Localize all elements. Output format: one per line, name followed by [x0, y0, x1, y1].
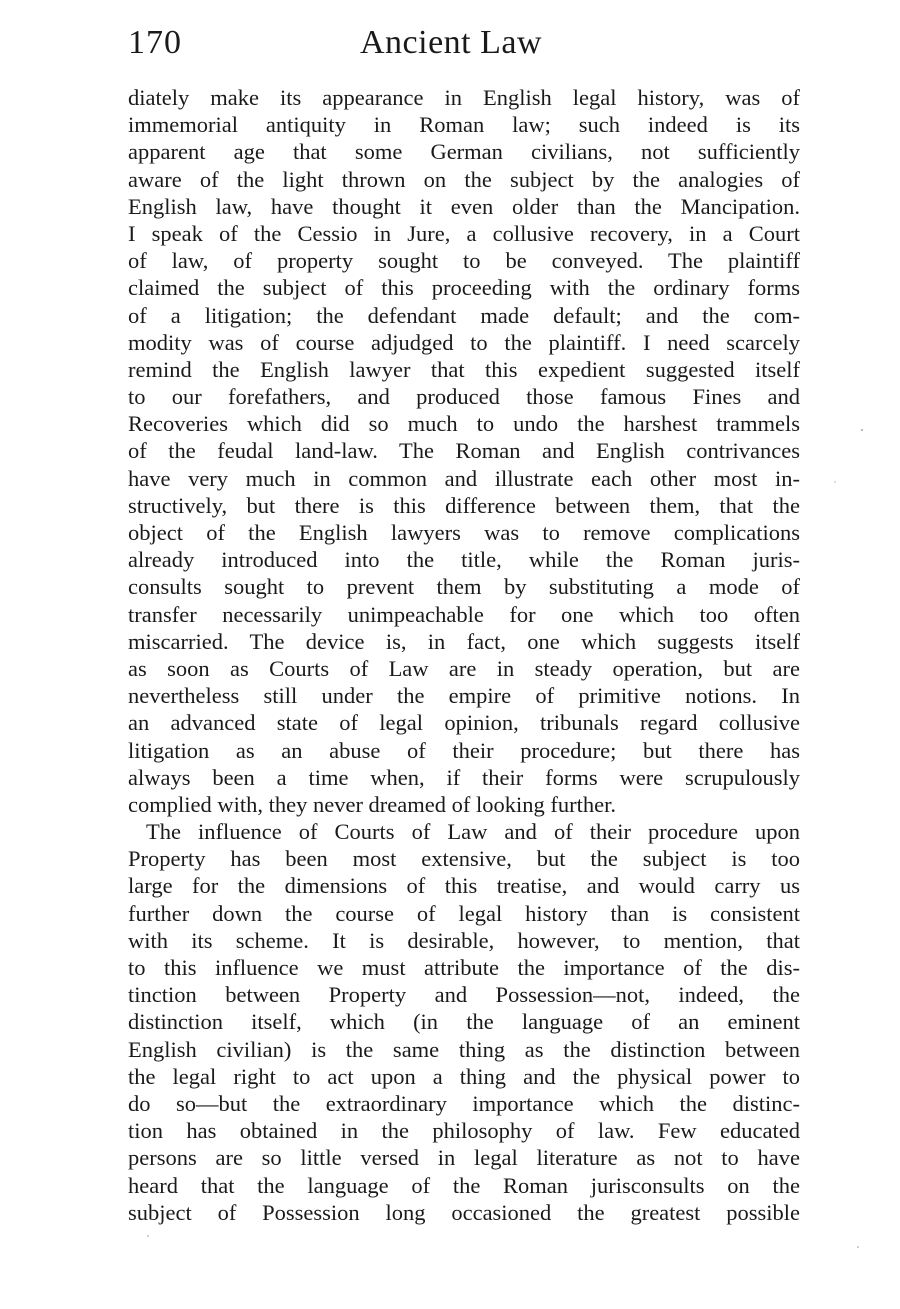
text-line: The influence of Courts of Law and of their procedure upon	[146, 819, 800, 845]
text-line: English law, have thought it even older than the Mancipation.	[128, 193, 800, 219]
body-text	[128, 84, 800, 1226]
text-line: nevertheless still under the empire of primitive notions. In	[128, 683, 800, 709]
text-line: immemorial antiquity in Roman law; such indeed is its	[128, 112, 800, 138]
text-line: as soon as Courts of Law are in steady operation, but are	[128, 655, 800, 681]
text-line: large for the dimensions of this treatise, and would carry us	[128, 873, 800, 899]
text-line: further down the course of legal history than is consistent	[128, 900, 800, 926]
text-line: to this influence we must attribute the importance of the dis-	[128, 955, 800, 980]
text-line: Recoveries which did so much to undo the harshest trammels	[128, 411, 800, 437]
text-line: tinction between Property and Possession—not, indeed, the	[128, 982, 800, 1008]
text-line: of the feudal land-law. The Roman and English contrivances	[128, 438, 800, 464]
text-line: claimed the subject of this proceeding with the ordinary forms	[128, 275, 800, 301]
text-line: of a litigation; the defendant made default; and the com-	[128, 302, 800, 328]
text-line: an advanced state of legal opinion, tribunals regard collusive	[128, 710, 800, 736]
scan-speck	[834, 481, 835, 482]
paragraph-2	[128, 818, 800, 1226]
text-line: always been a time when, if their forms were scrupulously	[128, 764, 800, 790]
scan-speck	[861, 429, 863, 431]
text-line: with its scheme. It is desirable, however, to mention, that	[128, 927, 800, 953]
text-line: English civilian) is the same thing as the distinction between	[128, 1036, 800, 1062]
text-line: Property has been most extensive, but the subject is too	[128, 846, 800, 872]
text-line: apparent age that some German civilians, not sufficiently	[128, 139, 800, 165]
text-line: transfer necessarily unimpeachable for one which too often	[128, 601, 800, 627]
text-line: object of the English lawyers was to remove complications	[128, 520, 800, 545]
text-line: aware of the light thrown on the subject by the analogies of	[128, 166, 800, 192]
text-line: heard that the language of the Roman jurisconsults on the	[128, 1172, 800, 1198]
text-line: tion has obtained in the philosophy of law. Few educated	[128, 1118, 800, 1144]
scan-speck	[857, 1246, 859, 1248]
text-line: modity was of course adjudged to the plaintiff. I need scarcely	[128, 329, 800, 355]
text-line: already introduced into the title, while the Roman juris-	[128, 547, 800, 573]
text-line: the legal right to act upon a thing and the physical power to	[128, 1063, 800, 1089]
text-line: distinction itself, which (in the language of an eminent	[128, 1009, 800, 1035]
text-line: consults sought to prevent them by substituting a mode of	[128, 574, 800, 600]
paragraph-1	[128, 84, 800, 818]
page-number: 170	[128, 24, 182, 61]
text-line: structively, but there is this difference between them, that the	[128, 492, 800, 518]
scan-speck	[147, 1235, 149, 1237]
text-line: diately make its appearance in English legal history, was of	[128, 85, 800, 110]
text-line: subject of Possession long occasioned the greatest possible	[128, 1199, 800, 1225]
text-line: litigation as an abuse of their procedure; but there has	[128, 737, 800, 763]
running-head	[128, 22, 800, 72]
text-line: complied with, they never dreamed of looking further.	[128, 791, 616, 817]
running-title: Ancient Law	[360, 24, 543, 61]
text-line: I speak of the Cessio in Jure, a collusive recovery, in a Court	[128, 220, 800, 246]
text-line: persons are so little versed in legal literature as not to have	[128, 1145, 800, 1171]
text-line: miscarried. The device is, in fact, one which suggests itself	[128, 628, 800, 654]
text-line: of law, of property sought to be conveyed. The plaintiff	[128, 248, 800, 274]
text-line: have very much in common and illustrate each other most in-	[128, 465, 800, 491]
text-line: to our forefathers, and produced those famous Fines and	[128, 384, 800, 410]
text-line: do so—but the extraordinary importance which the distinc-	[128, 1090, 800, 1116]
text-line: remind the English lawyer that this expedient suggested itself	[128, 356, 800, 382]
